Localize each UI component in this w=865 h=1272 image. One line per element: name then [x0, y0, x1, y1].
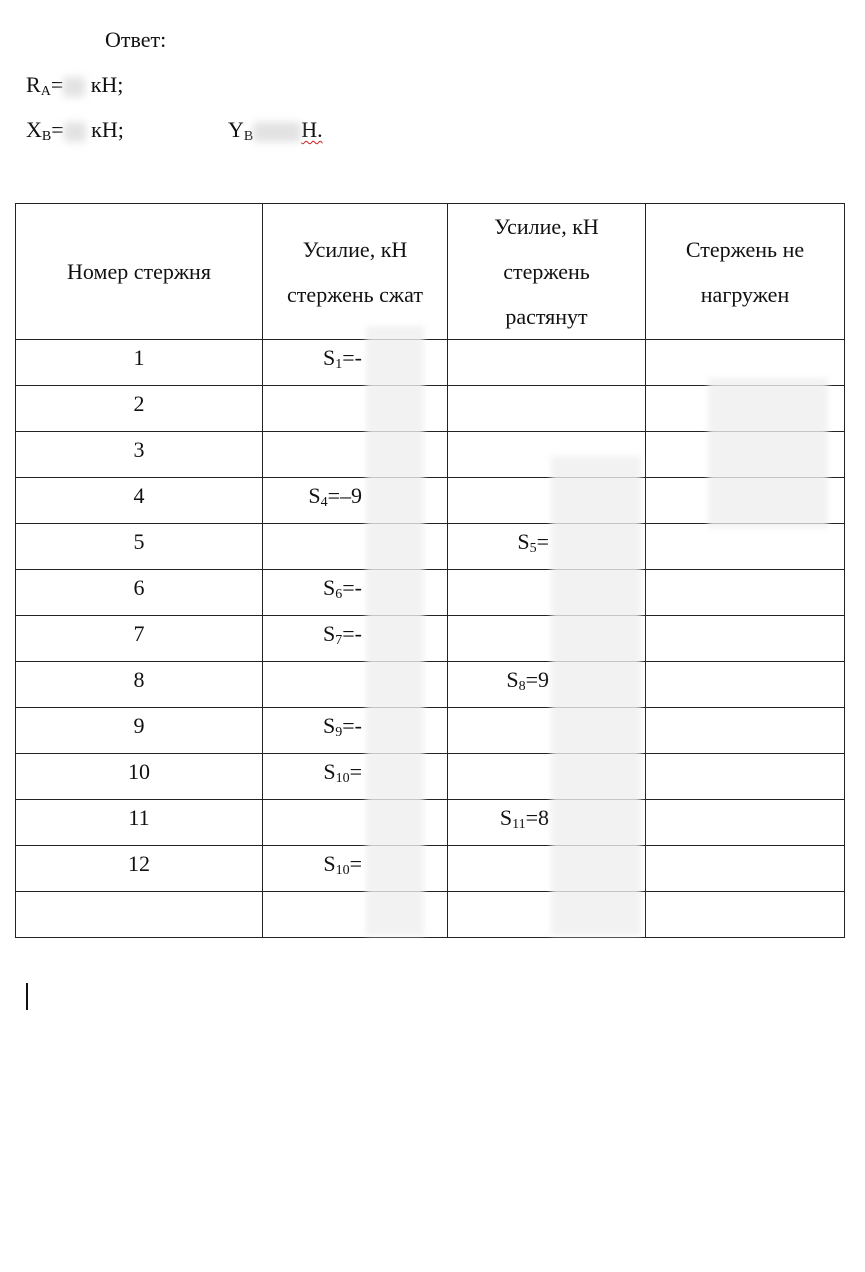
- force-subscript: 10: [335, 863, 350, 878]
- redaction-tensioned-column: [551, 456, 641, 936]
- table-row: [16, 892, 845, 938]
- cell-unloaded: [646, 846, 845, 892]
- cell-rod-number: [16, 800, 263, 846]
- header-unloaded: Стержень не нагружен: [646, 204, 845, 340]
- ra-value-redacted: [63, 77, 85, 97]
- force-symbol: S: [506, 667, 519, 692]
- redaction-unloaded-column: [708, 378, 828, 528]
- cell-unloaded: [646, 754, 845, 800]
- table-row: [16, 754, 845, 800]
- cell-unloaded: [646, 800, 845, 846]
- force-equals: =-: [342, 621, 362, 646]
- cell-rod-number: [16, 616, 263, 662]
- cell-tensioned: [448, 386, 646, 432]
- xb-symbol: X: [26, 117, 42, 142]
- text-cursor: [26, 983, 28, 1010]
- yb-value-redacted: [253, 122, 301, 142]
- cell-rod-number: [16, 340, 263, 386]
- answer-title: Ответ:: [105, 27, 167, 52]
- cell-unloaded: [646, 524, 845, 570]
- table-row: [16, 570, 845, 616]
- cell-rod-number: [16, 478, 263, 524]
- rod-number: 12: [128, 851, 150, 876]
- force-symbol: S: [323, 345, 336, 370]
- cell-unloaded: [646, 892, 845, 938]
- rod-number: 9: [133, 713, 145, 738]
- force-value: [323, 759, 362, 792]
- table-row: [16, 846, 845, 892]
- cell-rod-number: [16, 570, 263, 616]
- force-value: [323, 851, 362, 884]
- redaction-compressed-column: [366, 326, 424, 936]
- header-rod-number: Номер стержня: [16, 204, 263, 340]
- force-equals: =-: [342, 575, 362, 600]
- force-equals: =-: [342, 345, 362, 370]
- table-row: [16, 524, 845, 570]
- header-compressed: Усилие, кН стержень сжат: [263, 204, 448, 340]
- force-symbol: S: [517, 529, 530, 554]
- yb-symbol: Y: [228, 117, 244, 142]
- reaction-xb: [26, 117, 124, 150]
- cell-rod-number: [16, 386, 263, 432]
- cell-rod-number: [16, 524, 263, 570]
- force-value: [517, 529, 549, 562]
- cell-unloaded: [646, 570, 845, 616]
- force-value: [308, 483, 362, 516]
- yb-subscript: B: [243, 129, 254, 144]
- force-equals: =: [349, 759, 362, 784]
- table-row: [16, 662, 845, 708]
- force-subscript: 5: [529, 541, 537, 556]
- force-subscript: 6: [335, 587, 343, 602]
- force-symbol: S: [323, 759, 336, 784]
- cell-rod-number: [16, 754, 263, 800]
- force-equals: =9: [525, 667, 549, 692]
- force-value: [323, 575, 362, 608]
- force-subscript: 8: [518, 679, 526, 694]
- cell-unloaded: [646, 616, 845, 662]
- cell-tensioned: [448, 340, 646, 386]
- cell-rod-number: [16, 432, 263, 478]
- force-value: [506, 667, 549, 700]
- cell-unloaded: [646, 662, 845, 708]
- force-subscript: 7: [335, 633, 343, 648]
- force-symbol: S: [323, 575, 336, 600]
- xb-equals: =: [51, 117, 64, 142]
- force-symbol: S: [499, 805, 513, 830]
- force-value: [323, 713, 362, 746]
- cell-rod-number: [16, 662, 263, 708]
- force-subscript: 4: [320, 495, 328, 510]
- force-equals: =-: [342, 713, 362, 738]
- forces-table: [15, 203, 845, 938]
- force-symbol: S: [323, 713, 336, 738]
- force-subscript: 10: [335, 771, 350, 786]
- table-row: [16, 708, 845, 754]
- force-equals: =: [349, 851, 362, 876]
- xb-value-redacted: [64, 122, 86, 142]
- force-value: [323, 621, 362, 654]
- force-subscript: 9: [335, 725, 343, 740]
- ra-unit: кН;: [85, 72, 124, 97]
- ra-equals: =: [50, 72, 64, 97]
- yb-unit: Н.: [301, 117, 323, 142]
- xb-subscript: B: [41, 129, 52, 144]
- rod-number: 1: [133, 345, 145, 370]
- cell-unloaded: [646, 708, 845, 754]
- force-equals: =8: [525, 805, 549, 830]
- rod-number: 2: [133, 391, 145, 416]
- rod-number: 3: [133, 437, 145, 462]
- cell-rod-number: [16, 892, 263, 938]
- rod-number: 6: [133, 575, 145, 600]
- table-row: [16, 800, 845, 846]
- force-equals: =: [536, 529, 549, 554]
- table-header-row: [16, 204, 845, 340]
- rod-number: 7: [133, 621, 145, 646]
- cell-rod-number: [16, 708, 263, 754]
- force-symbol: S: [323, 851, 336, 876]
- rod-number: 11: [128, 805, 150, 830]
- xb-unit: кН;: [85, 117, 124, 142]
- force-subscript: 1: [335, 357, 343, 372]
- cell-rod-number: [16, 846, 263, 892]
- rod-number: 10: [128, 759, 150, 784]
- force-symbol: S: [308, 483, 321, 508]
- rod-number: 5: [133, 529, 145, 554]
- force-equals: =–9: [327, 483, 362, 508]
- force-value: [500, 805, 549, 838]
- force-value: [323, 345, 362, 378]
- ra-subscript: A: [40, 84, 51, 99]
- reaction-yb: [228, 117, 323, 150]
- ra-symbol: R: [26, 72, 41, 97]
- force-subscript: 11: [512, 817, 526, 832]
- rod-number: 4: [133, 483, 145, 508]
- table-row: [16, 616, 845, 662]
- force-symbol: S: [323, 621, 336, 646]
- header-tensioned: Усилие, кН стержень растянут: [448, 204, 646, 340]
- reaction-ra: [26, 72, 123, 105]
- rod-number: 8: [133, 667, 145, 692]
